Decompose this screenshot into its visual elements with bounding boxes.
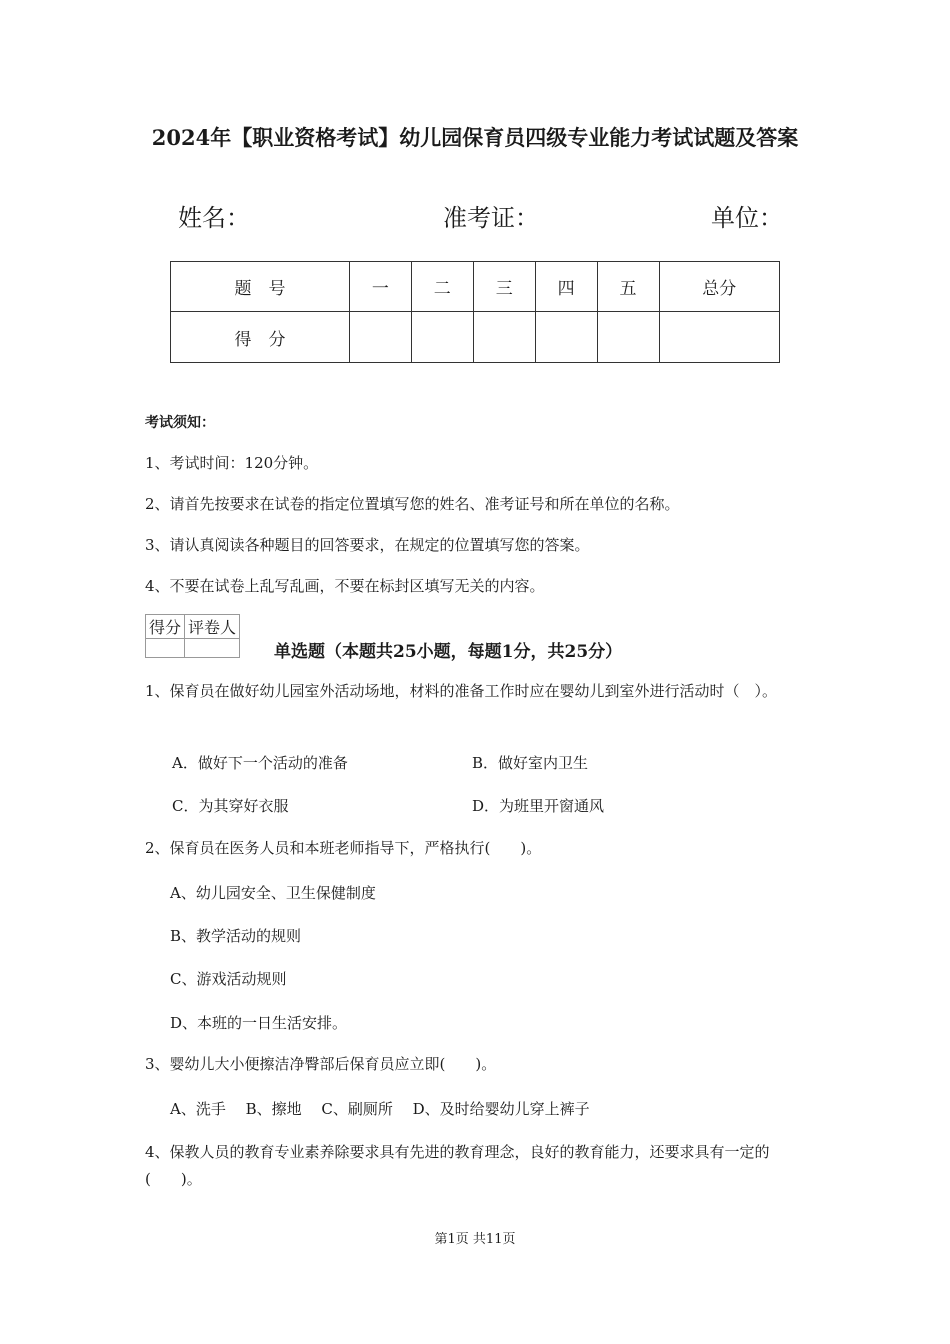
score-header-cell: 二 — [411, 262, 473, 312]
unit-field-label: 单位： — [711, 204, 783, 232]
score-header-cell: 四 — [535, 262, 597, 312]
score-cell — [473, 312, 535, 363]
score-table — [170, 261, 780, 363]
question-1-option-d: D．为班里开窗通风 — [472, 797, 605, 815]
question-2-option-d: D、本班的一日生活安排。 — [170, 1014, 348, 1032]
score-row-label: 得 分 — [171, 312, 350, 363]
notice-item: 2、请首先按要求在试卷的指定位置填写您的姓名、准考证号和所在单位的名称。 — [145, 495, 680, 513]
grader-header-row — [146, 615, 240, 639]
notice-heading: 考试须知： — [145, 415, 215, 431]
page-footer: 第1页 共11页 — [434, 1232, 516, 1247]
question-1-option-c: C．为其穿好衣服 — [172, 797, 289, 815]
question-1-stem: 1、保育员在做好幼儿园室外活动场地，材料的准备工作时应在婴幼儿到室外进行活动时（ ）。 — [145, 682, 778, 700]
exam-number-field-label: 准考证： — [443, 204, 539, 232]
question-2-stem: 2、保育员在医务人员和本班老师指导下，严格执行( )。 — [145, 839, 542, 857]
score-cell — [349, 312, 411, 363]
score-header-cell: 五 — [597, 262, 659, 312]
question-1-option-b: B．做好室内卫生 — [472, 754, 589, 772]
section-heading: 单选题（本题共25小题，每题1分，共25分） — [274, 642, 623, 662]
question-1-option-a: A．做好下一个活动的准备 — [172, 754, 348, 772]
score-header-cell: 三 — [473, 262, 535, 312]
question-4-stem: 4、保教人员的教育专业素养除要求具有先进的教育理念，良好的教育能力，还要求具有一定的( )。 — [145, 1143, 770, 1188]
name-field-label: 姓名： — [178, 204, 250, 232]
grader-score-cell — [146, 639, 185, 658]
score-header-cell: 题 号 — [171, 262, 350, 312]
score-cell — [411, 312, 473, 363]
notice-item: 3、请认真阅读各种题目的回答要求，在规定的位置填写您的答案。 — [145, 536, 590, 554]
grader-score-label: 得分 — [146, 615, 185, 639]
question-2-option-a: A、幼儿园安全、卫生保健制度 — [170, 884, 376, 902]
score-table-header-row — [171, 262, 780, 312]
score-cell — [535, 312, 597, 363]
document-title: 2024年【职业资格考试】幼儿园保育员四级专业能力考试试题及答案 — [151, 125, 799, 150]
score-header-cell: 一 — [349, 262, 411, 312]
question-3-stem: 3、婴幼儿大小便擦洁净臀部后保育员应立即( )。 — [145, 1055, 497, 1073]
score-header-cell: 总分 — [659, 262, 779, 312]
grader-reviewer-cell — [185, 639, 240, 658]
score-cell — [597, 312, 659, 363]
notice-item: 4、不要在试卷上乱写乱画，不要在标封区填写无关的内容。 — [145, 577, 545, 595]
question-3-options: A、洗手 B、擦地 C、刷厕所 D、及时给婴幼儿穿上裤子 — [170, 1100, 590, 1118]
score-cell — [659, 312, 779, 363]
grader-blank-row — [146, 639, 240, 658]
notice-item: 1、考试时间：120分钟。 — [145, 454, 319, 472]
question-2-option-c: C、游戏活动规则 — [170, 970, 287, 988]
grader-box — [145, 614, 240, 658]
score-table-score-row — [171, 312, 780, 363]
question-2-option-b: B、教学活动的规则 — [170, 927, 302, 945]
grader-reviewer-label: 评卷人 — [185, 615, 240, 639]
